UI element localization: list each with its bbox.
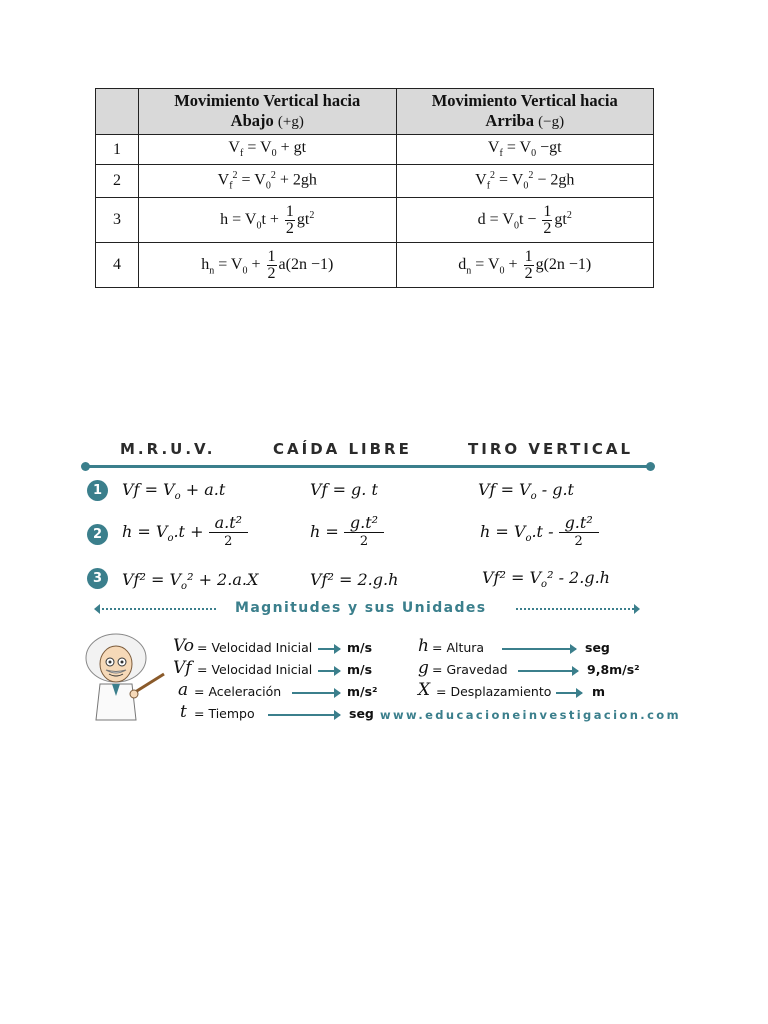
unit-x: m bbox=[592, 684, 606, 699]
magnitudes-title: Magnitudes y sus Unidades bbox=[235, 600, 487, 616]
eq-tiro-3: $Vf^2 = V_o^2 - 2.g.h$ bbox=[482, 568, 610, 591]
dotted-line-right bbox=[516, 608, 634, 610]
row-number: 4 bbox=[96, 243, 139, 288]
eq-caida-3: Vf² = 2.g.h bbox=[310, 570, 399, 589]
badge-3: 3 bbox=[87, 568, 108, 589]
formula-down-1: $V_f = V_0$ + gt bbox=[139, 135, 397, 165]
label-h: = Altura bbox=[432, 640, 485, 655]
label-x: = Desplazamiento bbox=[436, 684, 552, 699]
vertical-motion-table bbox=[95, 88, 654, 288]
label-vf: = Velocidad Inicial bbox=[197, 662, 313, 677]
column-title-tiro-vertical: TIRO VERTICAL bbox=[468, 440, 634, 458]
unit-g: 9,8m/s² bbox=[587, 662, 640, 677]
header-downward-sign: (+g) bbox=[277, 114, 304, 130]
professor-illustration-icon bbox=[82, 630, 170, 722]
dotted-line-left bbox=[98, 608, 216, 610]
unit-vo: m/s bbox=[347, 640, 373, 655]
symbol-x: X bbox=[418, 680, 431, 700]
row-number: 3 bbox=[96, 198, 139, 243]
header-divider-line bbox=[85, 465, 651, 468]
unit-vf: m/s bbox=[347, 662, 373, 677]
eq-caida-2: h = $\frac{\text{g.t²}}{2}$ bbox=[310, 514, 384, 551]
formula-up-1: $V_f = V_0 -gt$ bbox=[396, 135, 654, 165]
badge-1: 1 bbox=[87, 480, 108, 501]
label-t: = Tiempo bbox=[194, 706, 255, 721]
header-downward-line1: Movimiento Vertical hacia bbox=[174, 91, 361, 110]
arrow-icon bbox=[292, 692, 340, 694]
symbol-h: h bbox=[418, 636, 429, 656]
eq-mruv-1: $Vf = V_o + a.t$ bbox=[122, 480, 226, 503]
table-header-row bbox=[96, 89, 654, 135]
formulas-infographic bbox=[80, 430, 681, 730]
arrow-icon bbox=[556, 692, 582, 694]
symbol-a: a bbox=[178, 680, 189, 700]
header-upward bbox=[396, 89, 654, 135]
symbol-t: t bbox=[180, 702, 187, 722]
symbol-vo: Vo bbox=[173, 636, 194, 656]
header-empty-cell bbox=[96, 89, 139, 135]
column-title-caida-libre: CAÍDA LIBRE bbox=[273, 440, 412, 458]
eq-tiro-2: $h = V_o.t$ - $\frac{\text{g.t²}}{2}$ bbox=[480, 514, 599, 551]
header-downward bbox=[139, 89, 397, 135]
header-upward-line1: Movimiento Vertical hacia bbox=[431, 91, 618, 110]
label-a: = Aceleración bbox=[194, 684, 282, 699]
header-upward-sign: (−g) bbox=[538, 114, 565, 130]
eq-caida-1: Vf = g. t bbox=[310, 480, 378, 499]
right-arrowhead-icon bbox=[634, 604, 640, 614]
table-row bbox=[96, 165, 654, 198]
column-title-mruv: M.R.U.V. bbox=[120, 440, 216, 458]
website-url: www.educacioneinvestigacion.com bbox=[380, 708, 681, 722]
arrow-icon bbox=[318, 648, 340, 650]
unit-h: seg bbox=[585, 640, 610, 655]
unit-a: m/s² bbox=[347, 684, 378, 699]
formula-down-2: $V_f^2 = V_0^2 + 2gh$ bbox=[139, 165, 397, 198]
header-downward-line2: Abajo bbox=[230, 111, 274, 130]
badge-2: 2 bbox=[87, 524, 108, 545]
row-number: 2 bbox=[96, 165, 139, 198]
label-vo: = Velocidad Inicial bbox=[197, 640, 313, 655]
eq-mruv-3: $Vf^2 = V_o^2 + 2.a.X$ bbox=[122, 570, 259, 593]
symbol-vf: Vf bbox=[173, 658, 192, 678]
eq-mruv-2: $h = V_o.t$ + $\frac{\text{a.t²}}{2}$ bbox=[122, 514, 248, 551]
table-row bbox=[96, 243, 654, 288]
unit-t: seg bbox=[349, 706, 374, 721]
label-g: = Gravedad bbox=[432, 662, 508, 677]
formula-down-4: $h_n = V_0$ + $\frac{1}{2}$ a(2n −1) bbox=[139, 243, 397, 288]
header-upward-line2: Arriba bbox=[485, 111, 534, 130]
table-row bbox=[96, 198, 654, 243]
formula-up-4: $d_n = V_0$ + $\frac{1}{2}$ g(2n −1) bbox=[396, 243, 654, 288]
arrow-icon bbox=[502, 648, 576, 650]
row-number: 1 bbox=[96, 135, 139, 165]
eq-tiro-1: $Vf = V_o - g.t$ bbox=[478, 480, 574, 503]
formula-down-3: $h = V_0t$ + $\frac{1}{2}$ $gt^2$ bbox=[139, 198, 397, 243]
arrow-icon bbox=[518, 670, 578, 672]
table-row bbox=[96, 135, 654, 165]
formula-up-3: $d = V_0t$ − $\frac{1}{2}$ $gt^2$ bbox=[396, 198, 654, 243]
arrow-icon bbox=[318, 670, 340, 672]
arrow-icon bbox=[268, 714, 340, 716]
symbol-g: g bbox=[418, 658, 429, 678]
formula-up-2: $V_f^2 = V_0^2 - 2gh$ bbox=[396, 165, 654, 198]
